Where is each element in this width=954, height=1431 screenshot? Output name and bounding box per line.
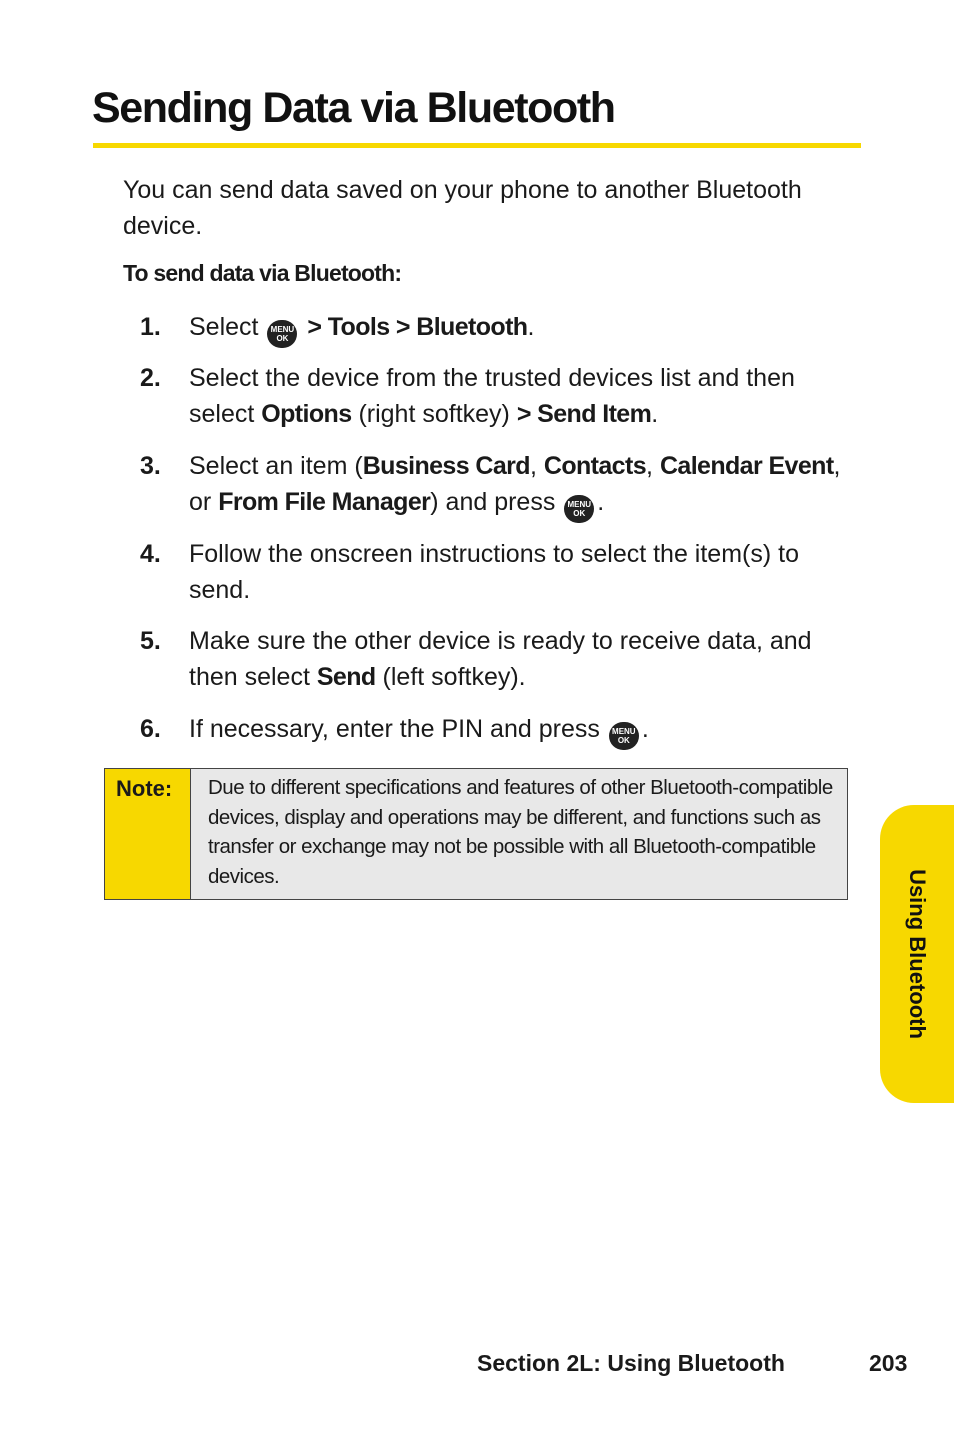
- menu-ok-key-icon: MENU OK: [267, 320, 297, 348]
- section-side-tab: [880, 805, 954, 1103]
- step-4: [140, 536, 865, 608]
- note-label: Note:: [105, 769, 191, 899]
- step-punct: .: [527, 313, 535, 341]
- separator: , or: [189, 452, 841, 516]
- step-text: (right softkey): [351, 400, 517, 428]
- separator: ,: [529, 452, 544, 480]
- step-text: Make sure the other device is ready to receive data, and then select: [189, 627, 812, 691]
- step-number: 1.: [140, 313, 161, 341]
- step-text: Select: [189, 313, 259, 341]
- step-2: [140, 360, 865, 432]
- page-number: 203: [869, 1350, 908, 1376]
- page-title: Sending Data via Bluetooth: [92, 84, 615, 132]
- send-item-label: > Send Item: [516, 400, 652, 428]
- business-card-label: Business Card: [362, 452, 530, 480]
- step-text: Select the device from the trusted devices list and then select: [189, 364, 795, 428]
- step-number: 2.: [140, 364, 161, 392]
- procedure-heading: To send data via Bluetooth:: [123, 260, 402, 286]
- step-1: [140, 309, 865, 348]
- step-text: Select an item (: [189, 452, 363, 480]
- note-box: [104, 768, 848, 900]
- step-number: 3.: [140, 452, 161, 480]
- step-3: [140, 448, 865, 523]
- options-label: Options: [261, 400, 352, 428]
- calendar-event-label: Calendar Event: [659, 452, 834, 480]
- step-text: (left softkey).: [375, 663, 526, 691]
- menu-ok-key-icon: MENU OK: [609, 722, 639, 750]
- separator: ,: [646, 452, 660, 480]
- step-number: 4.: [140, 540, 161, 568]
- step-5: [140, 623, 865, 695]
- side-tab-label: Using Bluetooth: [905, 869, 930, 1039]
- step-text: If necessary, enter the PIN and press: [189, 715, 600, 743]
- intro-paragraph: You can send data saved on your phone to another Bluetooth device.: [123, 176, 802, 240]
- contacts-label: Contacts: [543, 452, 647, 480]
- step-text: ) and press: [430, 488, 556, 516]
- send-label: Send: [316, 663, 376, 691]
- step-6: [140, 711, 865, 750]
- title-underline: [93, 143, 861, 148]
- step-punct: .: [641, 715, 649, 743]
- step-punct: .: [651, 400, 659, 428]
- from-file-manager-label: From File Manager: [218, 488, 431, 516]
- step-number: 5.: [140, 627, 161, 655]
- menu-path: > Tools > Bluetooth: [307, 313, 528, 341]
- step-punct: .: [597, 488, 605, 516]
- footer-section-title: Section 2L: Using Bluetooth: [477, 1350, 785, 1376]
- note-text: Due to different specifications and features of other Bluetooth-compatible devices, display and operations may be different, and functions such as transfer or exchange may not be possible with all Bluetooth-compatible devices.: [191, 769, 847, 899]
- step-number: 6.: [140, 715, 161, 743]
- menu-ok-key-icon: MENU OK: [564, 495, 594, 523]
- step-text: Follow the onscreen instructions to select the item(s) to send.: [189, 540, 799, 604]
